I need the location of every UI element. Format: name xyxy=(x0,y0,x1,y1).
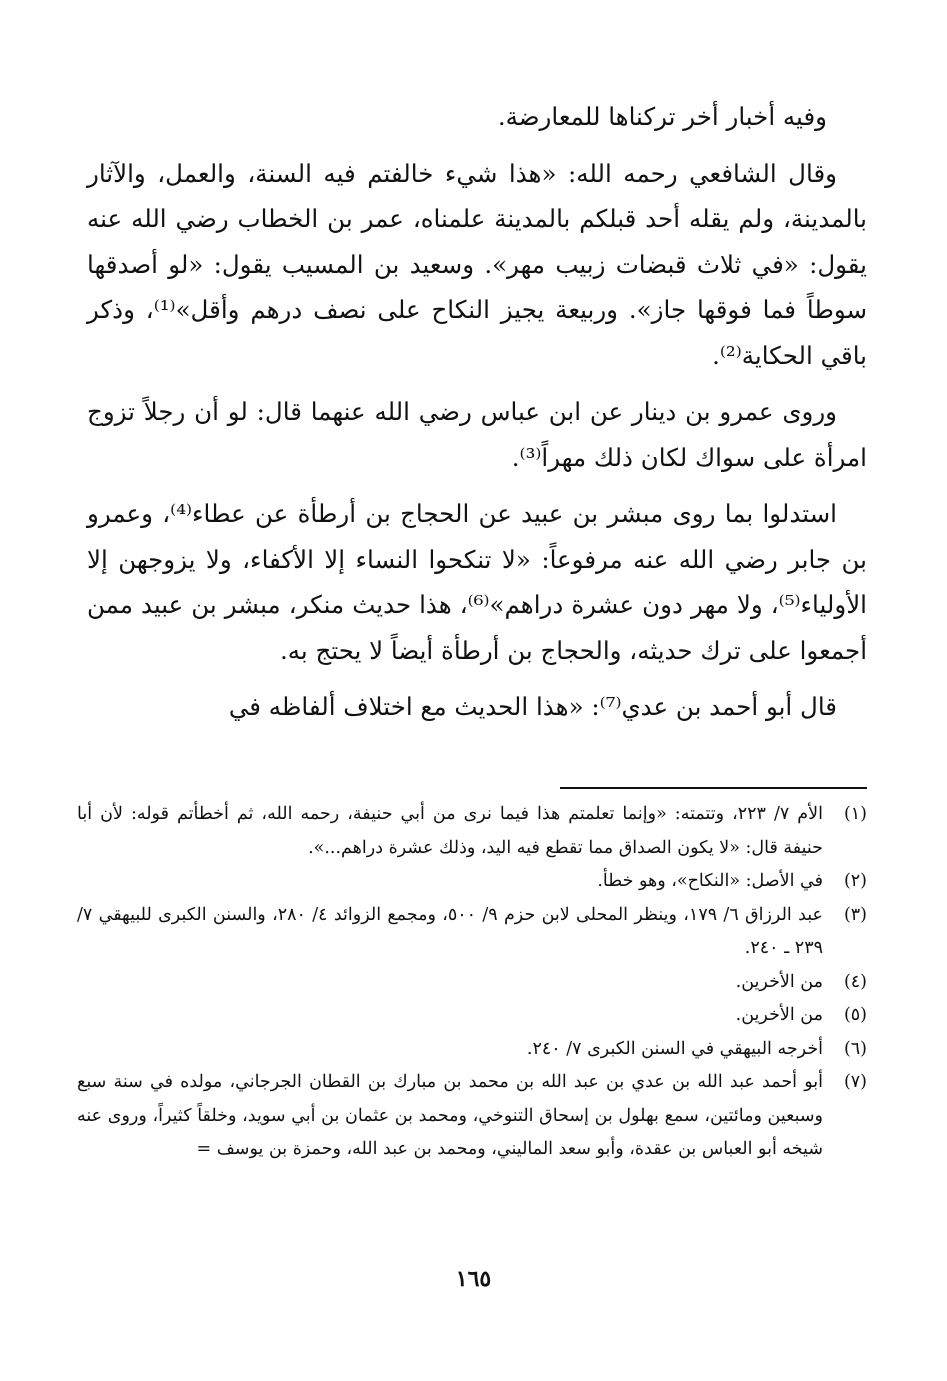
footnote-number: (١) xyxy=(843,804,867,824)
footnote-text: عبد الرزاق ٦/ ١٧٩، وينظر المحلى لابن حزم ٩/ ٥٠٠، ومجمع الزوائد ٤/ ٢٨٠، والسنن الكبرى للبيهقي ٧/ ٢٣٩ ـ ٢٤٠. xyxy=(77,904,823,958)
footnote-text: من الأخرين. xyxy=(735,1005,823,1025)
footnote-number: (٤) xyxy=(843,971,867,992)
footnote xyxy=(77,798,867,865)
footnote xyxy=(77,966,867,1000)
paragraph: وروى عمرو بن دينار عن ابن عباس رضي الله عنهما قال: لو أن رجلاً تزوج امرأة على سواك لكان ذلك مهراً⁽³⁾. xyxy=(87,397,867,472)
footnote-number: (٦) xyxy=(843,1038,867,1059)
footnote xyxy=(77,1066,867,1167)
paragraph: قال أبو أحمد بن عدي⁽⁷⁾: «هذا الحديث مع اختلاف ألفاظه في xyxy=(228,692,837,721)
footnote-number: (٥) xyxy=(843,1005,867,1025)
footnote-text: أبو أحمد عبد الله بن عدي بن عبد الله بن محمد بن مبارك بن القطان الجرجاني، مولده في سنة سبع وسبعين ومائتين، سمع بهلول بن إسحاق التنوخي، ومحمد بن عثمان بن أبي سويد، وخلقاً كثيراً، وروى عنه شيخه أبو العباس بن عقدة، وأبو سعد الماليني، ومحمد بن عبد الله، وحمزة بن يوسف = xyxy=(77,1072,823,1159)
footnote-number: (٢) xyxy=(843,871,867,891)
footnote-separator xyxy=(560,787,867,789)
footnote-text: أخرجه البيهقي في السنن الكبرى ٧/ ٢٤٠. xyxy=(526,1038,823,1059)
main-text xyxy=(87,94,867,741)
footnote-text: في الأصل: «النكاح»، وهو خطأ. xyxy=(597,871,823,891)
footnote xyxy=(77,865,867,899)
footnote-number: (٣) xyxy=(843,904,867,925)
footnote-text: من الأخرين. xyxy=(735,971,823,992)
footnote xyxy=(77,899,867,966)
paragraph: استدلوا بما روى مبشر بن عبيد عن الحجاج بن أرطأة عن عطاء⁽⁴⁾، وعمرو بن جابر رضي الله عنه مرفوعاً: «لا تنكحوا النساء إلا الأكفاء، ولا يزوجهن إلا الأولياء⁽⁵⁾، ولا مهر دون عشرة دراهم»⁽⁶⁾، هذا حديث منكر، مبشر بن عبيد ممن أجمعوا على ترك حديثه، والحجاج بن أرطأة أيضاً لا يحتج به. xyxy=(87,499,867,665)
paragraph: وقال الشافعي رحمه الله: «هذا شيء خالفتم فيه السنة، والعمل، والآثار بالمدينة، ولم يقله أحد قبلكم بالمدينة علمناه، عمر بن الخطاب رضي الله عنه يقول: «في ثلاث قبضات زبيب مهر». وسعيد بن المسيب يقول: «لو أصدقها سوطاً فما فوقها جاز». وربيعة يجيز النكاح على نصف درهم وأقل»⁽¹⁾، وذكر باقي الحكاية⁽²⁾. xyxy=(87,158,867,370)
footnotes xyxy=(77,798,867,1167)
footnote-text: الأم ٧/ ٢٢٣، وتتمته: «وإنما تعلمتم هذا فيما نرى من أبي حنيفة، رحمه الله، ثم أخطأتم قوله: لأن أبا حنيفة قال: «لا يكون الصداق مما تقطع فيه اليد، وذلك عشرة دراهم...». xyxy=(77,804,823,858)
footnote xyxy=(77,999,867,1033)
page-number: ١٦٥ xyxy=(455,1266,492,1292)
footnote xyxy=(77,1033,867,1067)
paragraph: وفيه أخبار أخر تركناها للمعارضة. xyxy=(497,102,827,131)
footnote-number: (٧) xyxy=(843,1072,867,1092)
